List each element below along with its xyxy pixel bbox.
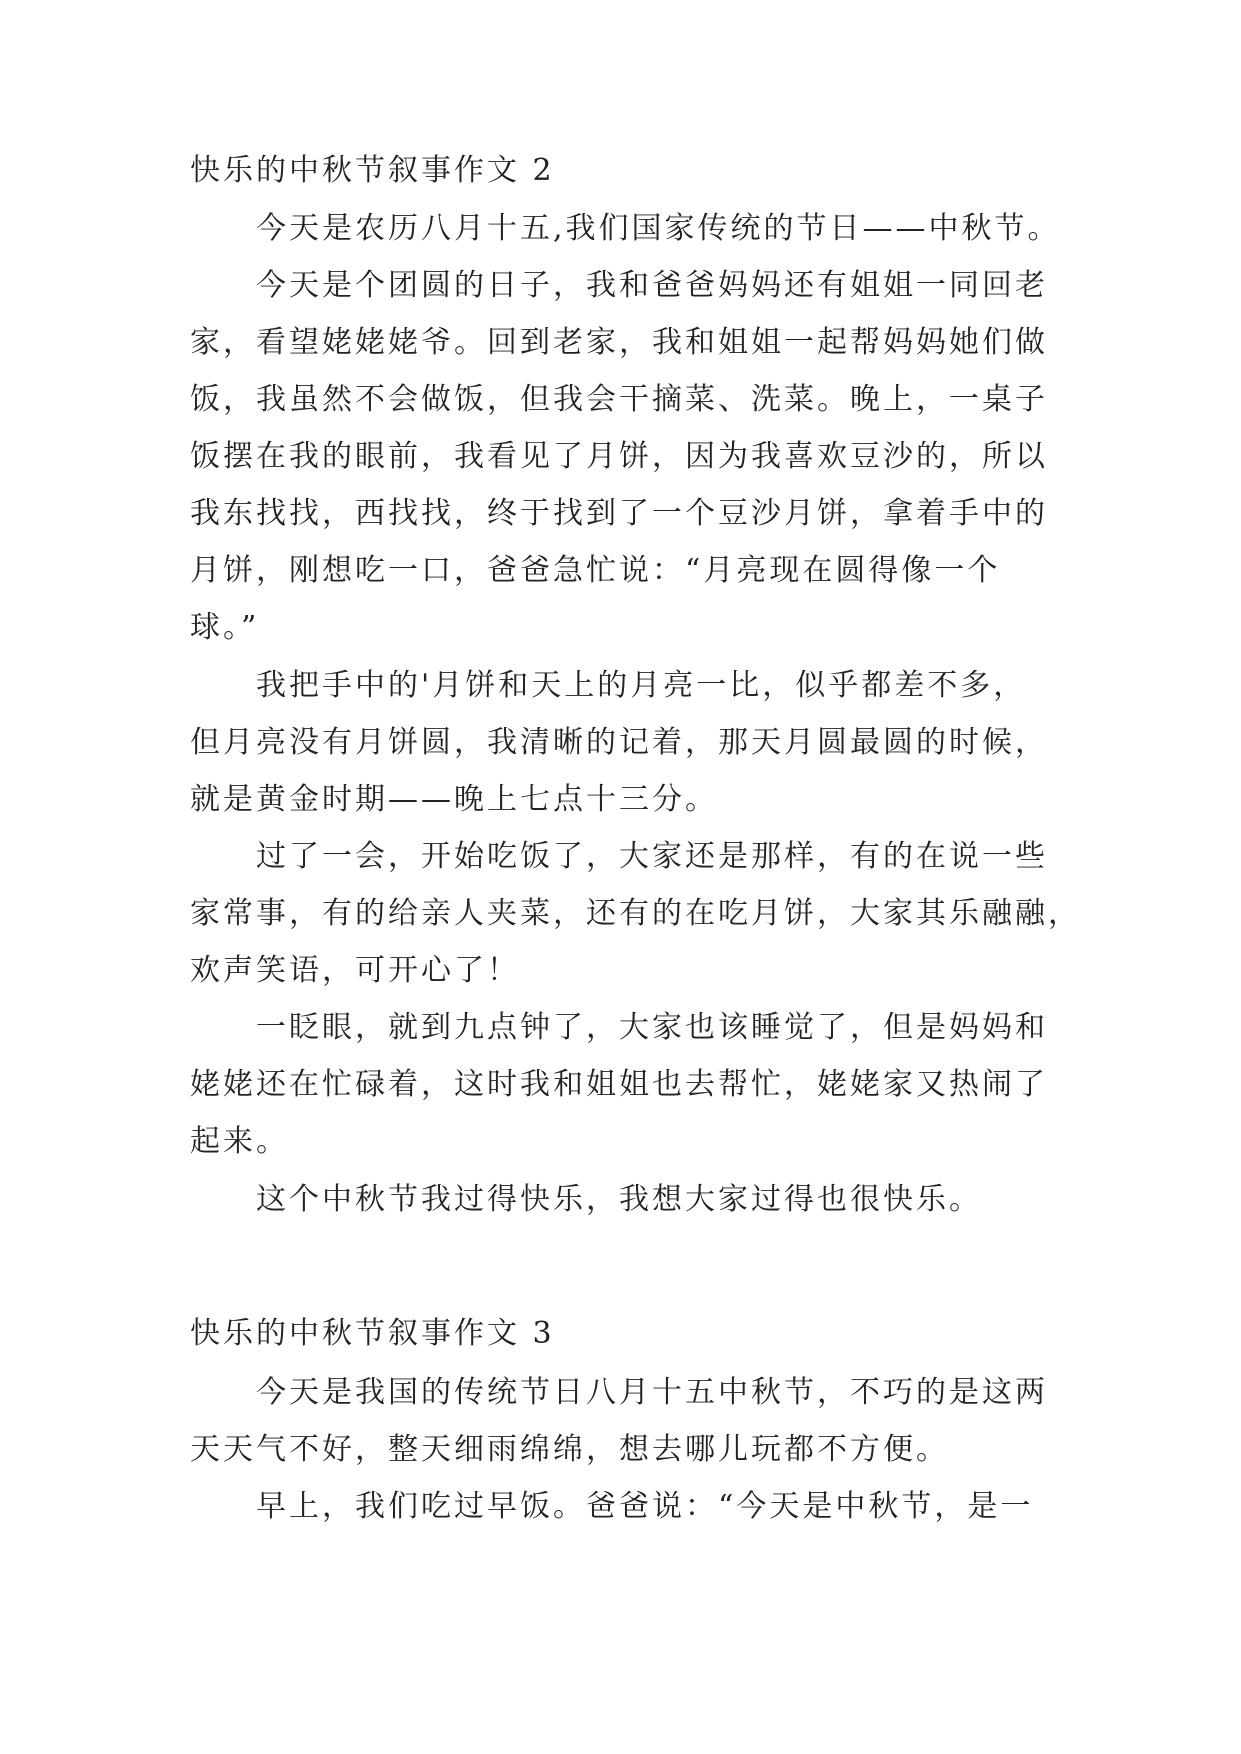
paragraph-line: 欢声笑语，可开心了！ [190,953,520,988]
paragraph-line: 今天是农历八月十五,我们国家传统的节日——中秋节。 [256,211,1061,246]
paragraph-line: 这个中秋节我过得快乐，我想大家过得也很快乐。 [256,1182,982,1217]
paragraph-line: 早上，我们吃过早饭。爸爸说：“今天是中秋节，是一 [256,1489,1034,1524]
paragraph-line: 家常事，有的给亲人夹菜，还有的在吃月饼，大家其乐融融， [190,896,1081,931]
paragraph-line: 但月亮没有月饼圆，我清晰的记着，那天月圆最圆的时候， [190,725,1048,760]
paragraph-line: 球。” [190,610,260,645]
paragraph-line: 我东找找，西找找，终于找到了一个豆沙月饼，拿着手中的 [190,496,1048,531]
paragraph-line: 起来。 [190,1124,289,1159]
paragraph-line: 过了一会，开始吃饭了，大家还是那样，有的在说一些 [256,839,1048,874]
paragraph-line: 一眨眼，就到九点钟了，大家也该睡觉了，但是妈妈和 [256,1010,1048,1045]
paragraph-line: 我把手中的'月饼和天上的月亮一比，似乎都差不多， [256,668,1027,703]
paragraph-line: 月饼，刚想吃一口，爸爸急忙说：“月亮现在圆得像一个 [190,553,1001,588]
section-heading: 快乐的中秋节叙事作文 3 [190,1316,555,1351]
paragraph-line: 天天气不好，整天细雨绵绵，想去哪儿玩都不方便。 [190,1432,949,1467]
paragraph-line: 今天是个团圆的日子，我和爸爸妈妈还有姐姐一同回老 [256,268,1048,303]
paragraph-line: 饭，我虽然不会做饭，但我会干摘菜、洗菜。晚上，一桌子 [190,382,1048,417]
paragraph-line: 姥姥还在忙碌着，这时我和姐姐也去帮忙，姥姥家又热闹了 [190,1067,1048,1102]
paragraph-line: 饭摆在我的眼前，我看见了月饼，因为我喜欢豆沙的，所以 [190,439,1048,474]
section-heading: 快乐的中秋节叙事作文 2 [190,153,555,188]
paragraph-line: 今天是我国的传统节日八月十五中秋节，不巧的是这两 [256,1375,1048,1410]
paragraph-line: 家，看望姥姥姥爷。回到老家，我和姐姐一起帮妈妈她们做 [190,325,1048,360]
paragraph-line: 就是黄金时期——晚上七点十三分。 [190,782,718,817]
